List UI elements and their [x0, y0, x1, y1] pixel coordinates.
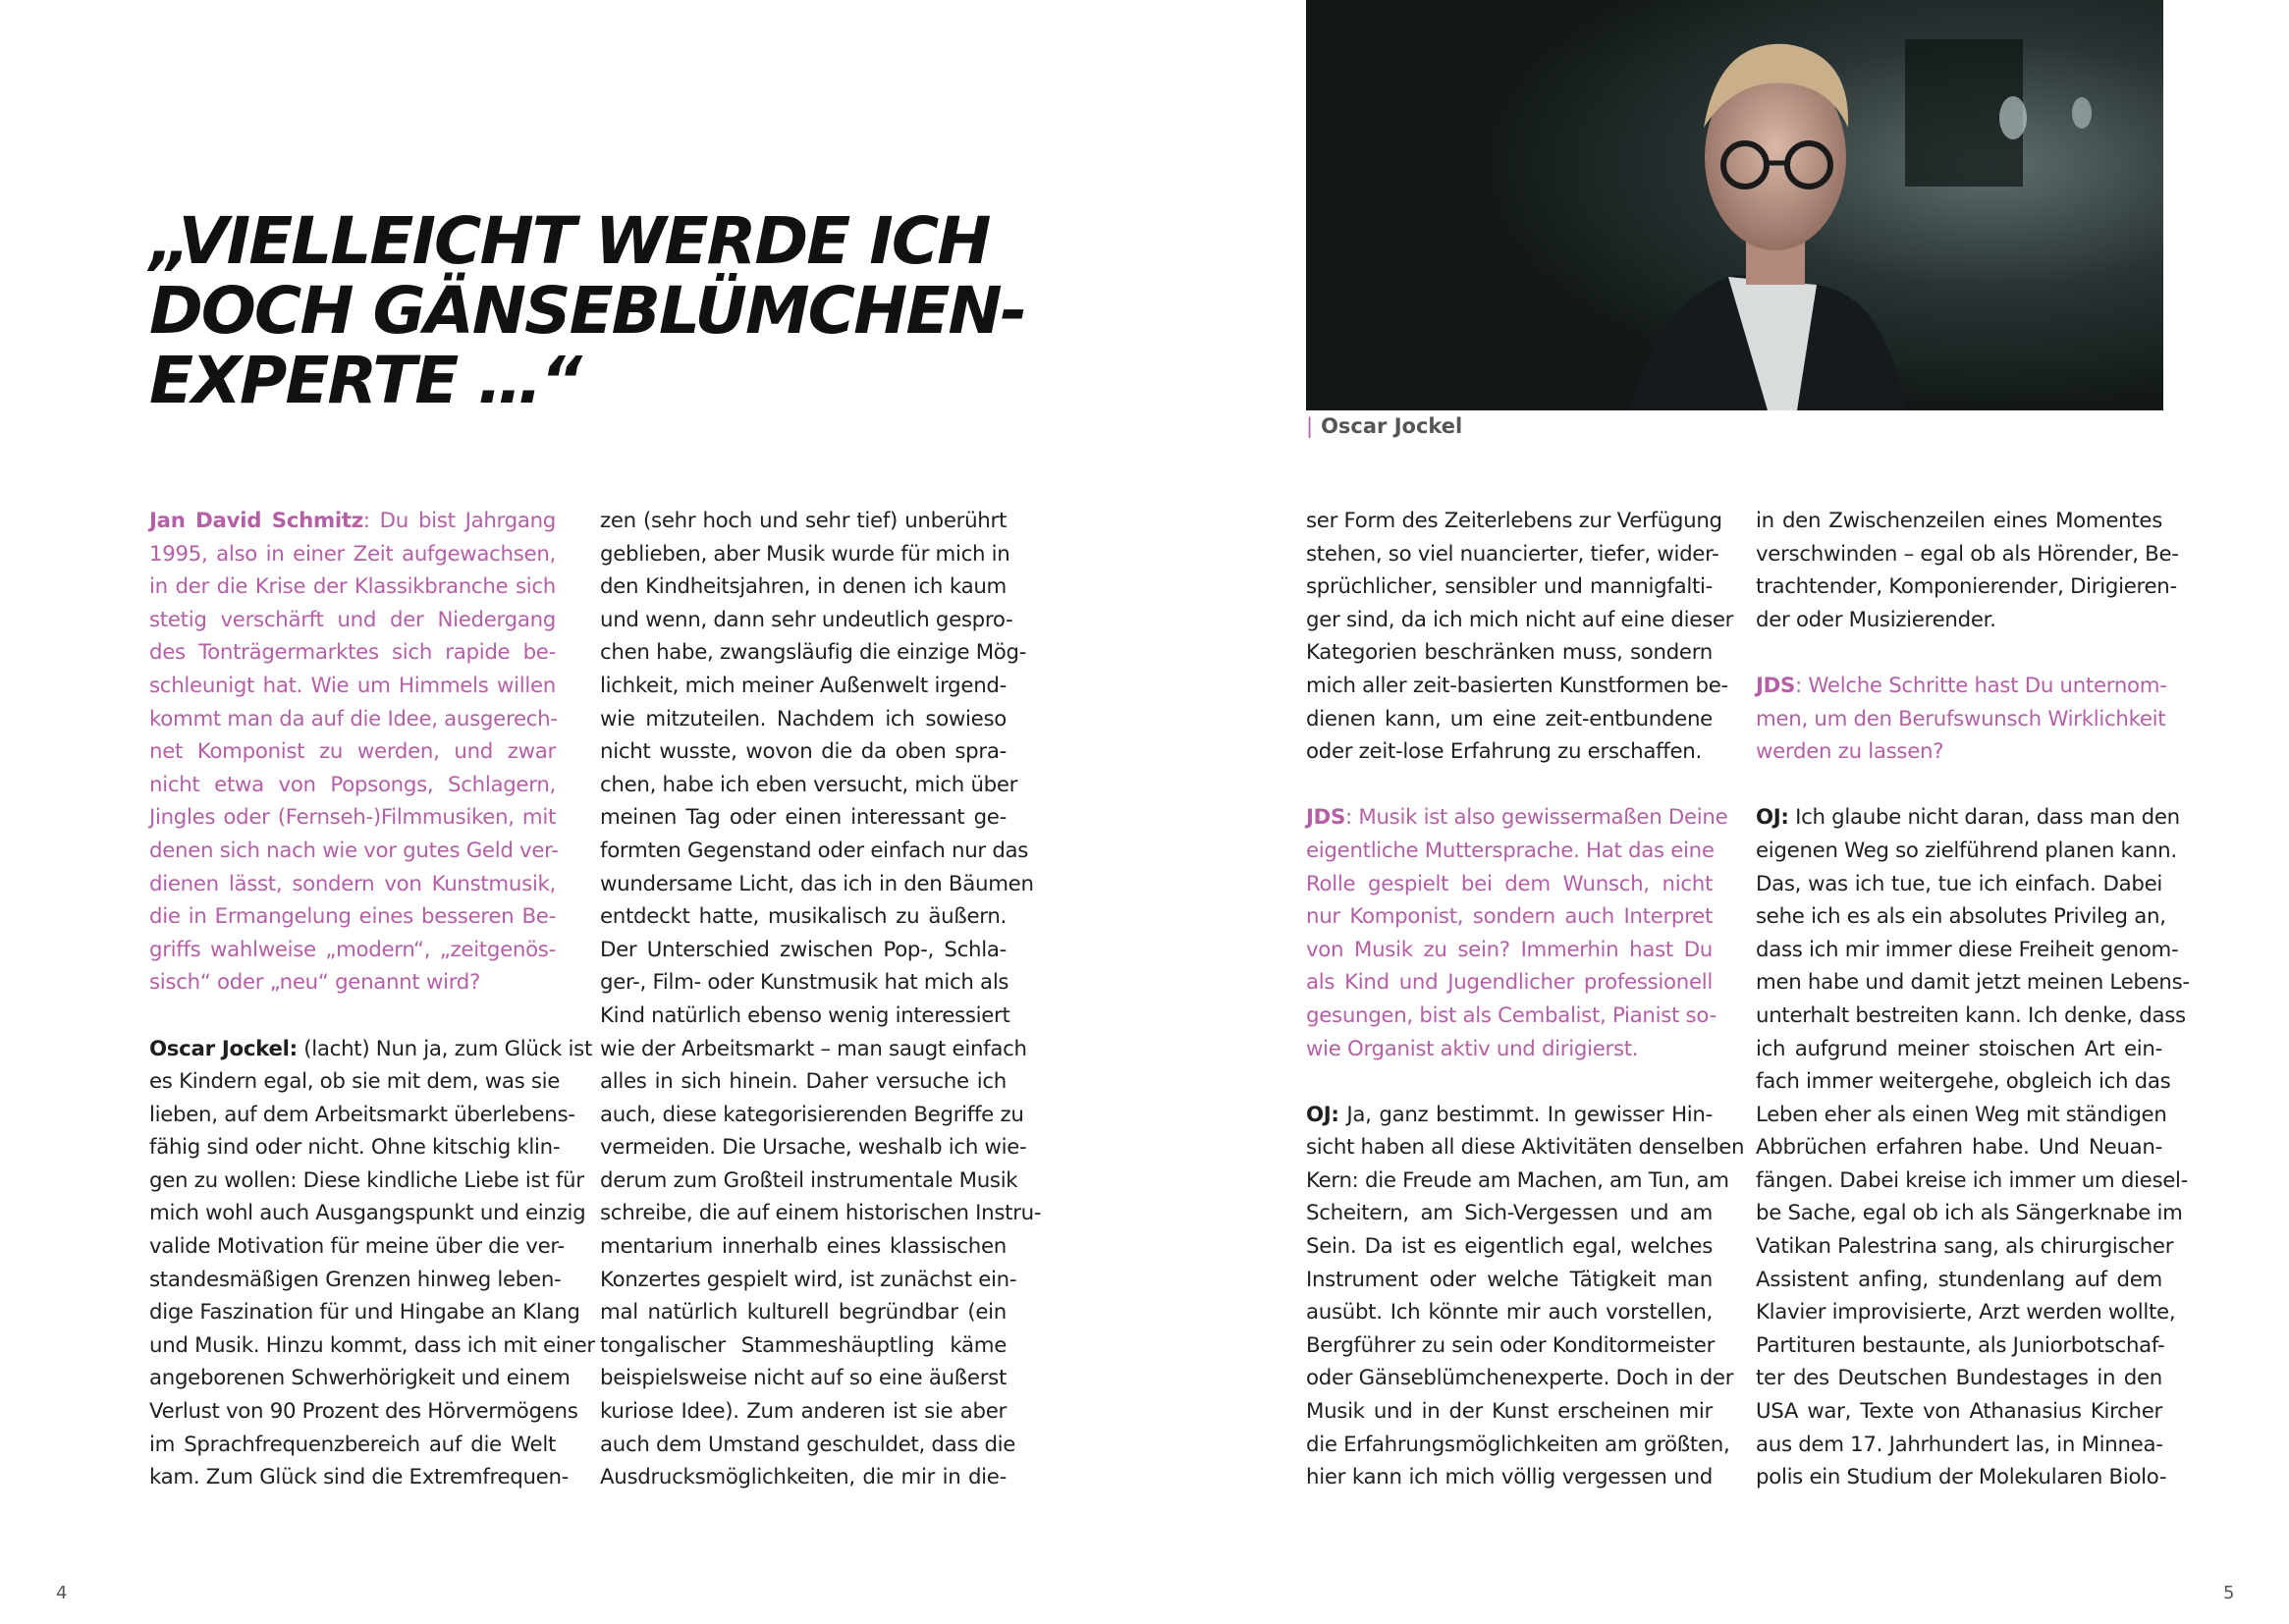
paragraph-gap [149, 1000, 556, 1033]
question-line: nur Komponist, sondern auch Interpret [1306, 904, 1713, 930]
answer-line: meinen Tag oder einen interessant ge- [600, 805, 1007, 831]
paragraph-gap [1756, 769, 2162, 802]
line-text: : Musik ist also gewissermaßen Deine [1345, 805, 1728, 831]
question-line [1756, 670, 2167, 703]
answer-line [149, 1033, 592, 1066]
answer-line: Bergführer zu sein oder Konditormeister [1306, 1332, 1716, 1358]
answer-line: und Musik. Hinzu kommt, dass ich mit einer [149, 1332, 595, 1358]
line-text: (lacht) Nun ja, zum Glück ist [297, 1036, 592, 1061]
answer-line: chen habe, zwangsläufig die einzige Mög- [600, 640, 1027, 666]
answer-line: sicht haben all diese Aktivitäten denselben [1306, 1135, 1745, 1161]
answer-line: tongalischer Stammeshäuptling käme [600, 1332, 1007, 1358]
answer-line: Der Unterschied zwischen Pop-, Schla- [600, 937, 1007, 962]
question-line: eigentliche Muttersprache. Hat das eine [1306, 838, 1715, 863]
portrait-photo-image [1306, 0, 2163, 410]
line-text: Ja, ganz bestimmt. In gewisser Hin- [1338, 1102, 1713, 1127]
question-line: Rolle gespielt bei dem Wunsch, nicht [1306, 871, 1713, 896]
question-line: gesungen, bist als Cembalist, Pianist so- [1306, 1002, 1717, 1028]
photo-caption [1306, 414, 1462, 438]
answer-line: wie der Arbeitsmarkt – man saugt einfach [600, 1036, 1027, 1061]
answer-line: schreibe, die auf einem historischen Instru- [600, 1201, 1042, 1226]
answer-line: derum zum Großteil instrumentale Musik [600, 1167, 1018, 1193]
answer-line: es Kindern egal, ob sie mit dem, was sie [149, 1069, 561, 1095]
speaker-name: JDS [1756, 673, 1796, 698]
question-line: kommt man da auf die Idee, ausgerech- [149, 706, 558, 731]
answer-line: Ausdrucksmöglichkeiten, die mir in die- [600, 1465, 1007, 1490]
answer-line: beispielsweise nicht auf so eine äußerst [600, 1366, 1007, 1391]
question-line [149, 505, 556, 538]
answer-line: Scheitern, am Sich-Vergessen und am [1306, 1201, 1713, 1226]
question-line: stetig verschärft und der Niedergang [149, 607, 556, 632]
headline-line: DOCH GÄNSEBLÜMCHEN- [149, 273, 1026, 349]
answer-line: kam. Zum Glück sind die Extremfrequen- [149, 1465, 570, 1490]
answer-line: eigenen Weg so zielführend planen kann. [1756, 838, 2177, 863]
page-number-right: 5 [2223, 1583, 2235, 1603]
answer-line: unterhalt bestreiten kann. Ich denke, dass [1756, 1002, 2186, 1028]
question-line: Jingles oder (Fernseh-)Filmmusiken, mit [149, 805, 556, 831]
question-line: in der die Krise der Klassikbranche sich [149, 574, 556, 600]
answer-line: verschwinden – egal ob als Hörender, Be- [1756, 541, 2179, 567]
paragraph-gap [1306, 1065, 1713, 1099]
question-line: men, um den Berufswunsch Wirklichkeit [1756, 706, 2166, 731]
answer-line: fähig sind oder nicht. Ohne kitschig klin- [149, 1135, 561, 1161]
answer-line: Musik und in der Kunst erscheinen mir [1306, 1399, 1713, 1425]
answer-line: aus dem 17. Jahrhundert las, in Minnea- [1756, 1432, 2163, 1457]
answer-line: Partituren bestaunte, als Juniorbotschaf- [1756, 1332, 2165, 1358]
line-text: : Du bist Jahrgang [362, 509, 556, 533]
question-line [1306, 801, 1728, 835]
answer-line: men habe und damit jetzt meinen Lebens- [1756, 970, 2190, 996]
answer-line: sprüchlicher, sensibler und mannigfalti- [1306, 574, 1713, 600]
line-text: Ich glaube nicht daran, dass man den [1788, 805, 2180, 831]
answer-line: sehe ich es als ein absolutes Privileg an, [1756, 904, 2166, 930]
paragraph-gap [1306, 769, 1713, 802]
question-line: als Kind und Jugendlicher professionell [1306, 970, 1713, 996]
speaker-name: OJ: [1756, 805, 1789, 831]
text-column-3 [1306, 505, 1745, 1494]
question-line: werden zu lassen? [1756, 739, 1944, 765]
speaker-name: OJ: [1306, 1102, 1339, 1127]
answer-line: stehen, so viel nuancierter, tiefer, wider- [1306, 541, 1719, 567]
answer-line: alles in sich hinein. Daher versuche ich [600, 1069, 1007, 1095]
headline-line: EXPERTE …“ [149, 343, 580, 418]
speaker-name: Jan David Schmitz [149, 509, 363, 533]
answer-line: den Kindheitsjahren, in denen ich kaum [600, 574, 1007, 600]
answer-line: formten Gegenstand oder einfach nur das [600, 838, 1029, 863]
question-line: denen sich nach wie vor gutes Geld ver- [149, 838, 559, 863]
caption-bar-icon: | [1306, 414, 1314, 438]
answer-line [1756, 801, 2180, 835]
answer-line: standesmäßigen Grenzen hinweg leben- [149, 1267, 562, 1292]
question-line: dienen lässt, sondern von Kunstmusik, [149, 871, 556, 896]
answer-line: Assistent anfing, stundenlang auf dem [1756, 1267, 2162, 1292]
question-line: nicht etwa von Popsongs, Schlagern, [149, 772, 556, 797]
answer-line: der oder Musizierender. [1756, 607, 1996, 632]
answer-line: auch, diese kategorisierenden Begriffe zu [600, 1102, 1024, 1127]
answer-line: geblieben, aber Musik wurde für mich in [600, 541, 1010, 567]
answer-line: Kategorien beschränken muss, sondern [1306, 640, 1713, 666]
line-text: : Welche Schritte hast Du unternom- [1795, 673, 2167, 698]
answer-line: in den Zwischenzeilen eines Momentes [1756, 509, 2162, 533]
answer-line: valide Motivation für meine über die ver- [149, 1234, 565, 1260]
answer-line: angeborenen Schwerhörigkeit und einem [149, 1366, 571, 1391]
answer-line: Konzertes gespielt wird, ist zunächst ein- [600, 1267, 1017, 1292]
answer-line: Instrument oder welche Tätigkeit man [1306, 1267, 1713, 1292]
question-line: von Musik zu sein? Immerhin hast Du [1306, 937, 1713, 962]
question-line: net Komponist zu werden, und zwar [149, 739, 556, 765]
answer-line: vermeiden. Die Ursache, weshalb ich wie- [600, 1135, 1027, 1161]
question-line: 1995, also in einer Zeit aufgewachsen, [149, 541, 556, 567]
answer-line: Klavier improvisierte, Arzt werden wollte, [1756, 1300, 2176, 1326]
answer-line [1306, 1099, 1713, 1132]
answer-line: Sein. Da ist es eigentlich egal, welches [1306, 1234, 1713, 1260]
speaker-name: Oscar Jockel: [149, 1036, 298, 1061]
answer-line: be Sache, egal ob ich als Sängerknabe im [1756, 1201, 2183, 1226]
answer-line: hier kann ich mich völlig vergessen und [1306, 1465, 1713, 1490]
answer-line: Das, was ich tue, tue ich einfach. Dabei [1756, 871, 2162, 896]
answer-line: Leben eher als einen Weg mit ständigen [1756, 1102, 2167, 1127]
answer-line: Abbrüchen erfahren habe. Und Neuan- [1756, 1135, 2162, 1161]
answer-line: trachtender, Komponierender, Dirigieren- [1756, 574, 2177, 600]
answer-line: mal natürlich kulturell begründbar (ein [600, 1300, 1007, 1326]
answer-line: dass ich mir immer diese Freiheit genom- [1756, 937, 2179, 962]
answer-line: fach immer weitergehe, obgleich ich das [1756, 1069, 2171, 1095]
answer-line: USA war, Texte von Athanasius Kircher [1756, 1399, 2162, 1425]
answer-line: ger-, Film- oder Kunstmusik hat mich als [600, 970, 1009, 996]
answer-line: dige Faszination für und Hingabe an Klang [149, 1300, 580, 1326]
article-headline [149, 203, 1063, 418]
page-number-left: 4 [56, 1583, 68, 1603]
paragraph-gap [1756, 636, 2162, 670]
answer-line: lieben, auf dem Arbeitsmarkt überlebens- [149, 1102, 575, 1127]
photo-caption-text: Oscar Jockel [1321, 414, 1463, 438]
portrait-photo [1306, 0, 2163, 410]
speaker-name: JDS [1306, 805, 1346, 831]
answer-line: Kind natürlich ebenso wenig interessiert [600, 1002, 1010, 1028]
answer-line: chen, habe ich eben versucht, mich über [600, 772, 1018, 797]
text-column-2 [600, 505, 1042, 1494]
question-line: sisch“ oder „neu“ genannt wird? [149, 970, 480, 996]
question-line: schleunigt hat. Wie um Himmels willen [149, 673, 556, 698]
answer-line: kuriose Idee). Zum anderen ist sie aber [600, 1399, 1007, 1425]
answer-line: oder zeit-lose Erfahrung zu erschaffen. [1306, 739, 1702, 765]
text-column-4 [1756, 505, 2190, 1494]
answer-line: ger sind, da ich mich nicht auf eine dieser [1306, 607, 1734, 632]
answer-line: ser Form des Zeiterlebens zur Verfügung [1306, 509, 1722, 533]
answer-line: auch dem Umstand geschuldet, dass die [600, 1432, 1016, 1457]
text-column-1 [149, 505, 595, 1494]
answer-line: dienen kann, um eine zeit-entbundene [1306, 706, 1713, 731]
question-line: griffs wahlweise „modern“, „zeitgenös- [149, 937, 556, 962]
answer-line: zen (sehr hoch und sehr tief) unberührt [600, 509, 1007, 533]
answer-line: ich aufgrund meiner stoischen Art ein- [1756, 1036, 2162, 1061]
answer-line: fängen. Dabei kreise ich immer um diesel- [1756, 1167, 2189, 1193]
answer-line: Vatikan Palestrina sang, als chirurgischer [1756, 1234, 2174, 1260]
answer-line: wie mitzuteilen. Nachdem ich sowieso [600, 706, 1007, 731]
answer-line: entdeckt hatte, musikalisch zu äußern. [600, 904, 1007, 930]
answer-line: wundersame Licht, das ich in den Bäumen [600, 871, 1034, 896]
question-line: des Tonträgermarktes sich rapide be- [149, 640, 556, 666]
answer-line: nicht wusste, wovon die da oben spra- [600, 739, 1007, 765]
answer-line: polis ein Studium der Molekularen Biolo- [1756, 1465, 2167, 1490]
answer-line: mentarium innerhalb eines klassischen [600, 1234, 1007, 1260]
question-line: wie Organist aktiv und dirigierst. [1306, 1036, 1639, 1061]
answer-line: oder Gänseblümchenexperte. Doch in der [1306, 1366, 1734, 1391]
headline-line: „VIELLEICHT WERDE ICH [149, 203, 990, 279]
answer-line: im Sprachfrequenzbereich auf die Welt [149, 1432, 556, 1457]
answer-line: gen zu wollen: Diese kindliche Liebe ist für [149, 1167, 584, 1193]
answer-line: mich aller zeit-basierten Kunstformen be- [1306, 673, 1728, 698]
answer-line: ausübt. Ich könnte mir auch vorstellen, [1306, 1300, 1713, 1326]
question-line: die in Ermangelung eines besseren Be- [149, 904, 556, 930]
answer-line: mich wohl auch Ausgangspunkt und einzig [149, 1201, 586, 1226]
answer-line: ter des Deutschen Bundestages in den [1756, 1366, 2162, 1391]
answer-line: die Erfahrungsmöglichkeiten am größten, [1306, 1432, 1730, 1457]
answer-line: und wenn, dann sehr undeutlich gespro- [600, 607, 1013, 632]
answer-line: Verlust von 90 Prozent des Hörvermögens [149, 1399, 578, 1425]
answer-line: Kern: die Freude am Machen, am Tun, am [1306, 1167, 1729, 1193]
answer-line: lichkeit, mich meiner Außenwelt irgend- [600, 673, 1007, 698]
